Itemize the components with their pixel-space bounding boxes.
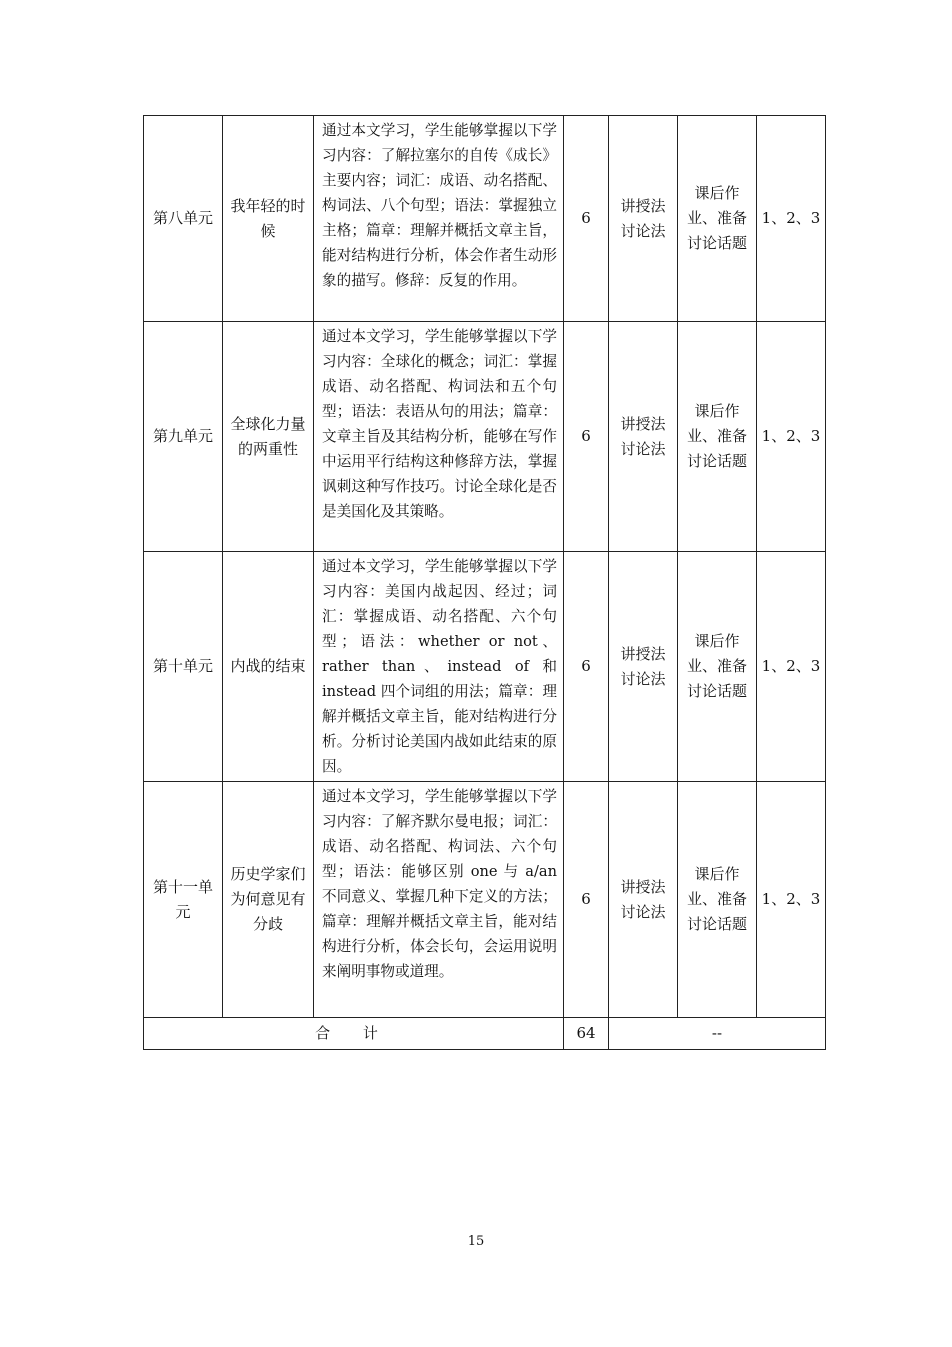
table-row bbox=[144, 322, 826, 552]
total-label bbox=[144, 1018, 564, 1050]
content-cell: 通过本文学习，学生能够掌握以下学习内容：美国内战起因、经过；词汇：掌握成语、动名搭配、六个句型；语法：whether or not、rather than、instead of 和 instead 四个词组的用法；篇章：理解并概括文章主旨，能对结构进行分析。分析讨论美国内战如此结束的原因。 bbox=[314, 552, 564, 782]
objectives-cell: 1、2、3 bbox=[757, 782, 826, 1018]
hours-cell: 6 bbox=[564, 116, 609, 322]
objectives-cell: 1、2、3 bbox=[757, 116, 826, 322]
table-row bbox=[144, 116, 826, 322]
objectives-cell: 1、2、3 bbox=[757, 322, 826, 552]
title-cell: 历史学家们为何意见有分歧 bbox=[223, 782, 314, 1018]
content-cell: 通过本文学习，学生能够掌握以下学习内容：了解拉塞尔的自传《成长》主要内容；词汇：成语、动名搭配、构词法、八个句型；语法：掌握独立主格；篇章：理解并概括文章主旨，能对结构进行分析，体会作者生动形象的描写。修辞：反复的作用。 bbox=[314, 116, 564, 322]
total-hours: 64 bbox=[564, 1018, 609, 1050]
table-row bbox=[144, 552, 826, 782]
content-cell: 通过本文学习，学生能够掌握以下学习内容：全球化的概念；词汇：掌握成语、动名搭配、构词法和五个句型；语法：表语从句的用法；篇章：文章主旨及其结构分析，能够在写作中运用平行结构这种修辞方法，掌握讽刺这种写作技巧。讨论全球化是否是美国化及其策略。 bbox=[314, 322, 564, 552]
title-cell: 我年轻的时候 bbox=[223, 116, 314, 322]
title-cell: 全球化力量的两重性 bbox=[223, 322, 314, 552]
assignment-cell: 课后作业、准备讨论话题 bbox=[678, 552, 757, 782]
total-row bbox=[144, 1018, 826, 1050]
assignment-cell: 课后作业、准备讨论话题 bbox=[678, 782, 757, 1018]
method-cell: 讲授法讨论法 bbox=[609, 782, 678, 1018]
unit-cell: 第十单元 bbox=[144, 552, 223, 782]
syllabus-table bbox=[143, 115, 826, 1050]
objectives-cell: 1、2、3 bbox=[757, 552, 826, 782]
assignment-cell: 课后作业、准备讨论话题 bbox=[678, 322, 757, 552]
method-cell: 讲授法讨论法 bbox=[609, 552, 678, 782]
hours-cell: 6 bbox=[564, 782, 609, 1018]
total-rest: -- bbox=[609, 1018, 826, 1050]
total-label-text: 合 计 bbox=[315, 1024, 392, 1042]
table-row bbox=[144, 782, 826, 1018]
method-cell: 讲授法讨论法 bbox=[609, 116, 678, 322]
hours-cell: 6 bbox=[564, 322, 609, 552]
hours-cell: 6 bbox=[564, 552, 609, 782]
assignment-cell: 课后作业、准备讨论话题 bbox=[678, 116, 757, 322]
content-cell: 通过本文学习，学生能够掌握以下学习内容：了解齐默尔曼电报；词汇：成语、动名搭配、构词法、六个句型；语法：能够区别 one 与 a/an 不同意义、掌握几种下定义的方法；篇章：理解并概括文章主旨，能对结构进行分析，体会长句，会运用说明来阐明事物或道理。 bbox=[314, 782, 564, 1018]
unit-cell: 第十一单元 bbox=[144, 782, 223, 1018]
method-cell: 讲授法讨论法 bbox=[609, 322, 678, 552]
unit-cell: 第九单元 bbox=[144, 322, 223, 552]
page-number: 15 bbox=[467, 1234, 485, 1249]
unit-cell: 第八单元 bbox=[144, 116, 223, 322]
title-cell: 内战的结束 bbox=[223, 552, 314, 782]
